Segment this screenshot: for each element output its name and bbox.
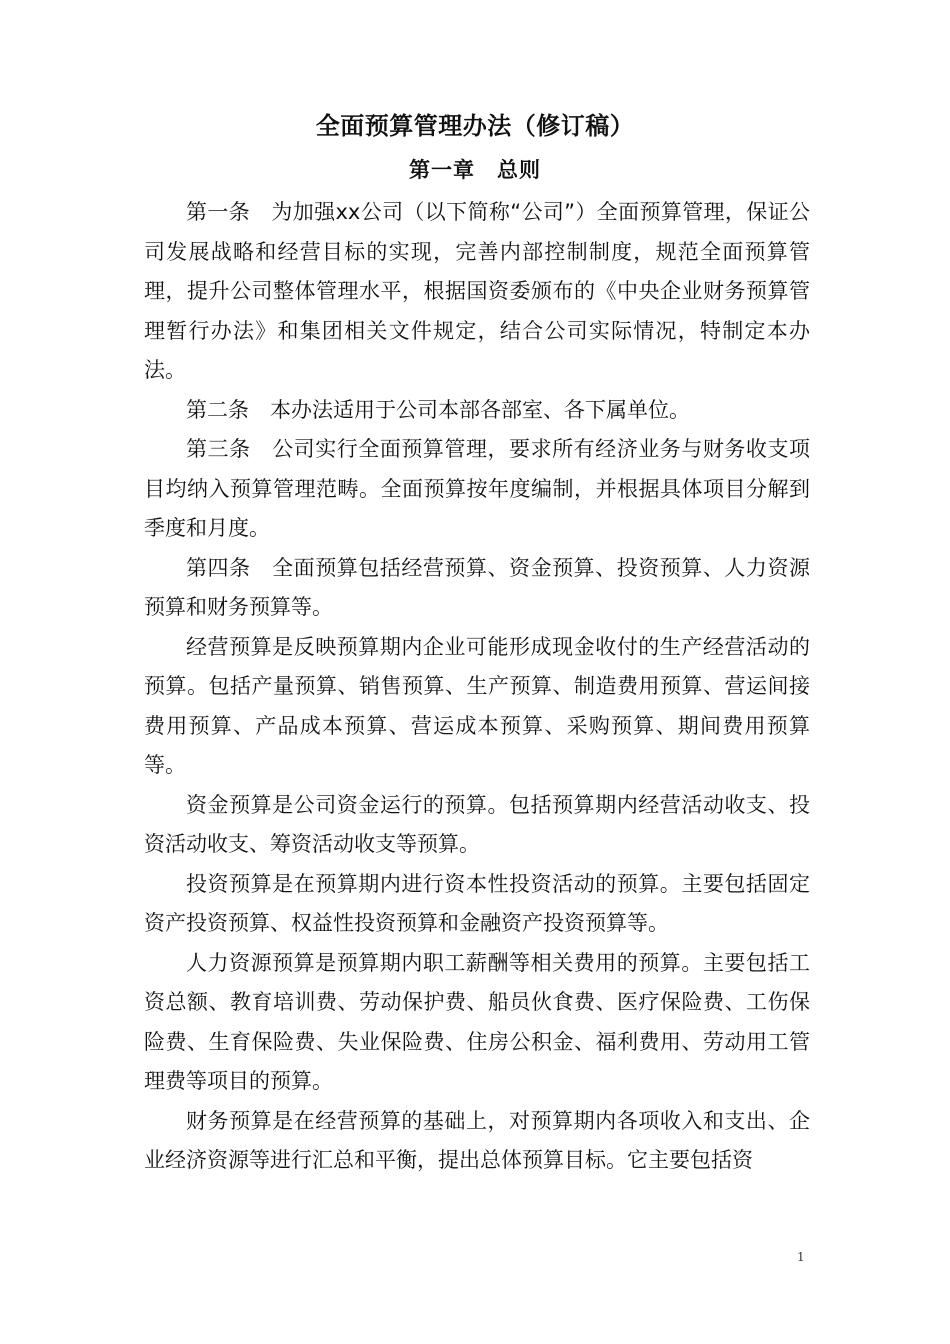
chapter-heading: 第一章 总则 [409,158,541,182]
document-title: 全面预算管理办法（修订稿） [315,112,635,140]
article-4-paragraph: 第四条 全面预算包括经营预算、资金预算、投资预算、人力资源预算和财务预算等。 [144,555,810,619]
operating-budget-paragraph: 经营预算是反映预算期内企业可能形成现金收付的生产经营活动的预算。包括产量预算、销售预算、生产预算、制造费用预算、营运间接费用预算、产品成本预算、营运成本预算、采购预算、期间费用预算等。 [144,634,810,777]
article-2-paragraph: 第二条 本办法适用于公司本部各部室、各下属单位。 [186,397,690,422]
page-number: 1 [797,1250,805,1264]
body-text [144,193,810,1181]
investment-budget-paragraph: 投资预算是在预算期内进行资本性投资活动的预算。主要包括固定资产投资预算、权益性投资预算和金融资产投资预算等。 [144,871,810,935]
capital-budget-paragraph: 资金预算是公司资金运行的预算。包括预算期内经营活动收支、投资活动收支、筹资活动收支等预算。 [144,792,810,856]
article-1-paragraph: 第一条 为加强xx公司（以下简称“公司”）全面预算管理，保证公司发展战略和经营目标的实现，完善内部控制制度，规范全面预算管理，提升公司整体管理水平，根据国资委颁布的《中央企业财务预算管理暂行办法》和集团相关文件规定，结合公司实际情况，特制定本办法。 [144,200,810,382]
article-3-paragraph: 第三条 公司实行全面预算管理，要求所有经济业务与财务收支项目均纳入预算管理范畴。全面预算按年度编制，并根据具体项目分解到季度和月度。 [144,437,810,540]
financial-budget-paragraph: 财务预算是在经营预算的基础上，对预算期内各项收入和支出、企业经济资源等进行汇总和平衡，提出总体预算目标。它主要包括资 [144,1108,810,1172]
hr-budget-paragraph: 人力资源预算是预算期内职工薪酬等相关费用的预算。主要包括工资总额、教育培训费、劳动保护费、船员伙食费、医疗保险费、工伤保险费、生育保险费、失业保险费、住房公积金、福利费用、劳动用工管理费等项目的预算。 [144,950,810,1093]
